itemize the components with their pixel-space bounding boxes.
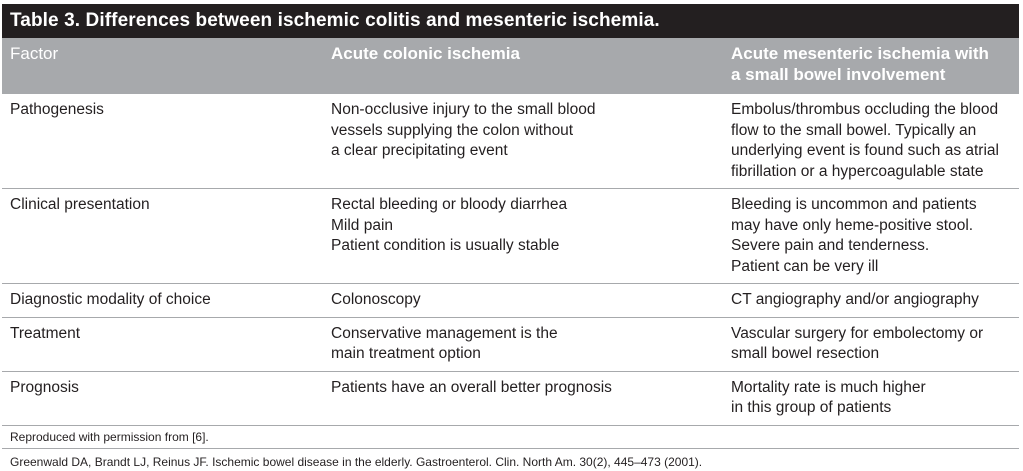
cell-line: Clinical presentation bbox=[10, 196, 150, 213]
cell-line: Acute mesenteric ischemia with bbox=[731, 44, 989, 63]
cell-line: CT angiography and/or angiography bbox=[731, 291, 979, 308]
table-row-treatment bbox=[2, 318, 1019, 372]
cell-line: Conservative management is the bbox=[331, 324, 558, 342]
table-row-prognosis bbox=[2, 372, 1019, 426]
header-acute-colonic-ischemia bbox=[323, 38, 723, 94]
cell-line: Prognosis bbox=[10, 378, 79, 396]
cell-mesenteric bbox=[723, 318, 1019, 371]
table-row-clinical-presentation bbox=[2, 189, 1019, 284]
cell-line: a small bowel involvement bbox=[731, 65, 946, 84]
cell-line: Mild pain bbox=[331, 216, 394, 234]
table-row-pathogenesis bbox=[2, 94, 1019, 189]
table-footnote bbox=[2, 426, 1019, 449]
cell-line: underlying event is found such as atrial bbox=[731, 142, 999, 159]
cell-line: Diagnostic modality of choice bbox=[10, 291, 211, 308]
table-body bbox=[2, 94, 1019, 426]
cell-line: Patients have an overall better prognosis bbox=[331, 378, 612, 396]
cell-mesenteric bbox=[723, 189, 1019, 283]
table-title bbox=[2, 4, 1019, 38]
cell-line: Patient condition is usually stable bbox=[331, 237, 560, 254]
cell-factor bbox=[2, 189, 323, 283]
cell-line: vessels supplying the colon without bbox=[331, 121, 574, 139]
citation bbox=[2, 455, 1019, 469]
cell-factor bbox=[2, 318, 323, 371]
cell-colonic bbox=[323, 189, 723, 283]
cell-line: Acute colonic ischemia bbox=[331, 44, 520, 63]
header-acute-mesenteric-ischemia bbox=[723, 38, 1019, 94]
cell-line: flow to the small bowel. Typically an bbox=[731, 121, 977, 139]
cell-line: Pathogenesis bbox=[10, 101, 104, 118]
header-factor bbox=[2, 38, 323, 94]
cell-line: Rectal bleeding or bloody diarrhea bbox=[331, 196, 568, 213]
cell-line: Treatment bbox=[10, 324, 81, 342]
cell-line: in this group of patients bbox=[731, 399, 892, 416]
cell-line: Colonoscopy bbox=[331, 291, 421, 308]
cell-factor bbox=[2, 284, 323, 317]
citation-text: Greenwald DA, Brandt LJ, Reinus JF. Ischemic bowel disease in the elderly. Gastroenterol. Clin. North Am. 30(2), 445–473 (2001). bbox=[10, 454, 703, 469]
cell-line: Mortality rate is much higher bbox=[731, 378, 926, 396]
cell-mesenteric bbox=[723, 372, 1019, 425]
footnote-text: Reproduced with permission from [6]. bbox=[10, 429, 209, 444]
cell-colonic bbox=[323, 284, 723, 317]
cell-line: Vascular surgery for embolectomy or bbox=[731, 324, 984, 342]
table-header-row bbox=[2, 38, 1019, 94]
cell-factor bbox=[2, 94, 323, 188]
cell-line: Non-occlusive injury to the small blood bbox=[331, 101, 596, 118]
table-title-text: Table 3. Differences between ischemic colitis and mesenteric ischemia. bbox=[10, 10, 660, 31]
cell-mesenteric bbox=[723, 284, 1019, 317]
cell-line: Factor bbox=[10, 44, 59, 63]
cell-colonic bbox=[323, 94, 723, 188]
cell-line: Bleeding is uncommon and patients bbox=[731, 196, 977, 213]
table-row-diagnostic-modality bbox=[2, 284, 1019, 318]
cell-line: Embolus/thrombus occluding the blood bbox=[731, 101, 999, 118]
cell-line: may have only heme-positive stool. bbox=[731, 216, 974, 234]
cell-line: a clear precipitating event bbox=[331, 142, 508, 159]
cell-factor bbox=[2, 372, 323, 425]
cell-mesenteric bbox=[723, 94, 1019, 188]
cell-line: Severe pain and tenderness. bbox=[731, 237, 930, 254]
cell-line: Patient can be very ill bbox=[731, 257, 879, 275]
cell-line: small bowel resection bbox=[731, 345, 880, 362]
cell-line: main treatment option bbox=[331, 345, 481, 362]
cell-colonic bbox=[323, 318, 723, 371]
cell-line: fibrillation or a hypercoagulable state bbox=[731, 162, 984, 180]
cell-colonic bbox=[323, 372, 723, 425]
table-frame bbox=[2, 4, 1019, 469]
